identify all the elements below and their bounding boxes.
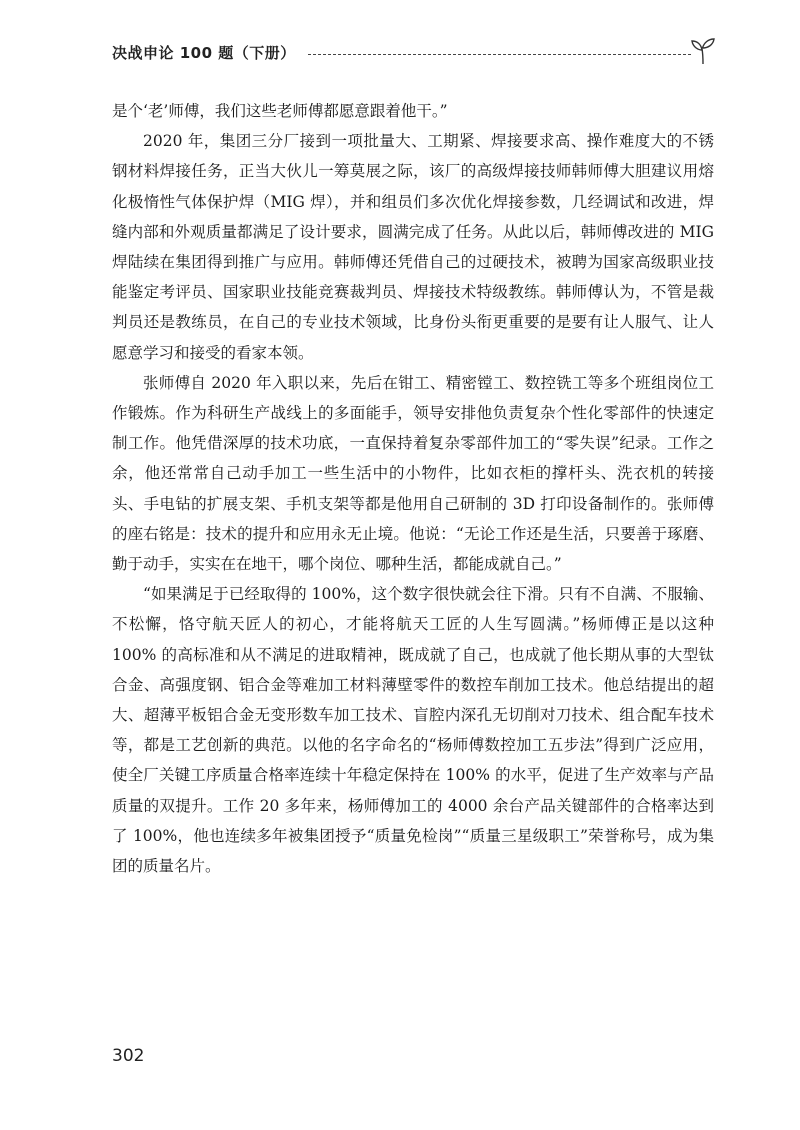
book-title: 决战申论 100 题（下册） — [112, 44, 296, 62]
page-header — [112, 36, 717, 70]
paragraph-zhang-machining: 张师傅自 2020 年入职以来，先后在钳工、精密镗工、数控铣工等多个班组岗位工作锻炼。作为科研生产战线上的多面能手，领导安排他负责复杂个性化零部件的快速定制工作。他凭借深厚的技术功底，一直保持着复杂零部件加工的“零失误”纪录。工作之余，他还常常自己动手加工一些生活中的小物件，比如衣柜的撑杆头、洗衣机的转接头、手电钻的扩展支架、手机支架等都是他用自己研制的 3D 打印设备制作的。张师傅的座右铭是：技术的提升和应用永无止境。他说：“无论工作还是生活，只要善于琢磨、勤于动手，实实在在地干，哪个岗位、哪种生活，都能成就自己。” — [112, 373, 714, 574]
header-rule — [308, 54, 691, 55]
paragraph-yang-quality: “如果满足于已经取得的 100%，这个数字很快就会往下滑。只有不自满、不服输、不松懈，恪守航天匠人的初心，才能将航天工匠的人生写圆满。”杨师傅正是以这种 100% 的高标准和从不满足的进取精神，既成就了自己，也成就了他长期从事的大型钛合金、高强度钢、铝合金等难加工材料薄壁零件的数控车削加工技术。他总结提出的超大、超薄平板铝合金无变形数车加工技术、盲腔内深孔无切削对刀技术、组合配车技术等，都是工艺创新的典范。以他的名字命名的“杨师傅数控加工五步法”得到广泛应用，使全厂关键工序质量合格率连续十年稳定保持在 100% 的水平，促进了生产效率与产品质量的双提升。工作 20 多年来，杨师傅加工的 4000 余台产品关键部件的合格率达到了 100%，他也连续多年被集团授予“质量免检岗”“质量三星级职工”荣誉称号，成为集团的质量名片。 — [112, 585, 714, 876]
sprout-icon — [689, 36, 717, 66]
paragraph-han-welding: 2020 年，集团三分厂接到一项批量大、工期紧、焊接要求高、操作难度大的不锈钢材料焊接任务，正当大伙儿一筹莫展之际，该厂的高级焊接技师韩师傅大胆建议用熔化极惰性气体保护焊（MIG 焊），并和组员们多次优化焊接参数，几经调试和改进，焊缝内部和外观质量都满足了设计要求，圆满完成了任务。从此以后，韩师傅改进的 MIG 焊陆续在集团得到推广与应用。韩师傅还凭借自己的过硬技术，被聘为国家高级职业技能鉴定考评员、国家职业技能竞赛裁判员、焊接技术特级教练。韩师傅认为，不管是裁判员还是教练员，在自己的专业技术领域，比身份头衔更重要的是要有让人服气、让人愿意学习和接受的看家本领。 — [112, 132, 714, 362]
paragraph-continued: 是个‘老’师傅，我们这些老师傅都愿意跟着他干。” — [112, 102, 448, 120]
body-text — [112, 96, 714, 881]
page-number: 302 — [112, 1046, 145, 1066]
